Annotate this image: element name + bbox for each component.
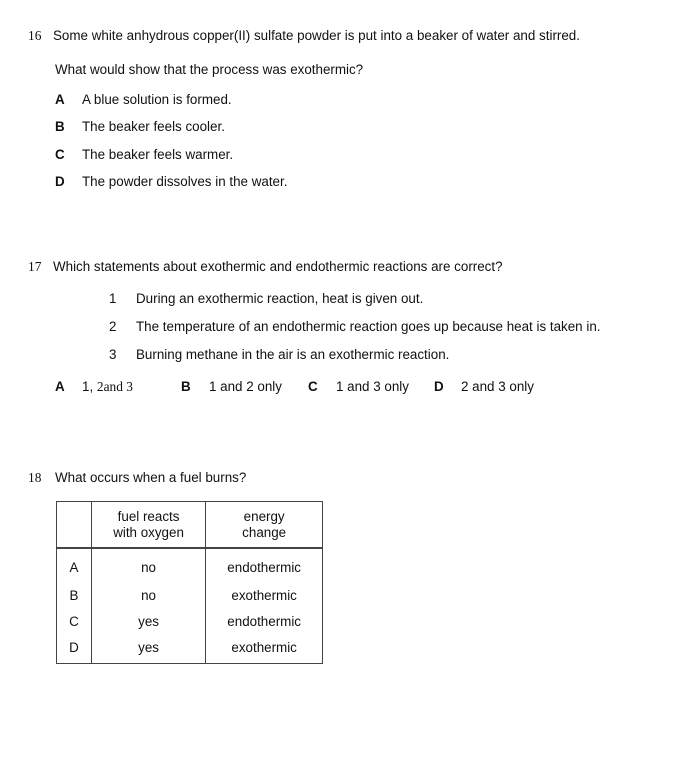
q17-statement-3-num: 3	[109, 347, 117, 362]
table-row-letter[interactable]: B	[57, 582, 92, 608]
q17-statement-1-num: 1	[109, 291, 117, 306]
q16-option-b-letter[interactable]: B	[55, 119, 65, 134]
table-cell-reacts: no	[91, 548, 205, 582]
q16-stem: Some white anhydrous copper(II) sulfate powder is put into a beaker of water and stirred.	[53, 28, 580, 43]
q16-option-d-letter[interactable]: D	[55, 174, 65, 189]
q17-statement-1-text: During an exothermic reaction, heat is given out.	[136, 291, 424, 306]
q16-option-c-letter[interactable]: C	[55, 147, 65, 162]
table-row[interactable]	[57, 582, 323, 608]
table-header-fuel-reacts-line2: with oxygen	[113, 524, 184, 540]
table-cell-energy: exothermic	[206, 582, 323, 608]
q17-option-a-text[interactable]	[82, 379, 133, 395]
table-header-fuel-reacts-line1: fuel reacts	[117, 508, 180, 524]
table-cell-reacts: yes	[91, 634, 205, 664]
q17-statement-3-text: Burning methane in the air is an exothermic reaction.	[136, 347, 450, 362]
q18-options-table	[56, 501, 323, 664]
q17-option-b-text[interactable]: 1 and 2 only	[209, 379, 282, 394]
table-row-letter[interactable]: C	[57, 608, 92, 634]
table-cell-energy: exothermic	[206, 634, 323, 664]
table-cell-energy: endothermic	[206, 608, 323, 634]
q16-option-a-letter[interactable]: A	[55, 92, 65, 107]
q17-option-d-text[interactable]: 2 and 3 only	[461, 379, 534, 394]
q17-option-c-text[interactable]: 1 and 3 only	[336, 379, 409, 394]
q16-option-a-text[interactable]: A blue solution is formed.	[82, 92, 232, 107]
table-cell-reacts: no	[91, 582, 205, 608]
q17-option-d-letter[interactable]: D	[434, 379, 444, 394]
q17-statement-2-text: The temperature of an endothermic reaction goes up because heat is taken in.	[136, 319, 601, 334]
q17-statement-2-num: 2	[109, 319, 117, 334]
table-header-energy-change-line1: energy	[243, 508, 285, 524]
q16-number: 16	[28, 28, 42, 43]
table-row-letter[interactable]: D	[57, 634, 92, 664]
table-cell-reacts: yes	[91, 608, 205, 634]
q16-option-c-text[interactable]: The beaker feels warmer.	[82, 147, 234, 162]
table-header-energy-change	[206, 502, 323, 549]
table-row[interactable]	[57, 608, 323, 634]
q18-number: 18	[28, 470, 42, 485]
table-header-row	[57, 502, 323, 549]
q17-option-b-letter[interactable]: B	[181, 379, 191, 394]
q16-option-d-text[interactable]: The powder dissolves in the water.	[82, 174, 288, 189]
table-header-empty	[57, 502, 92, 549]
q17-option-c-letter[interactable]: C	[308, 379, 318, 394]
q17-option-a-text-part1: 1,	[82, 379, 97, 394]
q18-stem: What occurs when a fuel burns?	[55, 470, 247, 485]
table-row-letter[interactable]: A	[57, 548, 92, 582]
table-row[interactable]	[57, 634, 323, 664]
q17-number: 17	[28, 259, 42, 274]
q17-option-a-letter[interactable]: A	[55, 379, 65, 394]
table-cell-energy: endothermic	[206, 548, 323, 582]
q17-stem: Which statements about exothermic and endothermic reactions are correct?	[53, 259, 503, 274]
table-header-fuel-reacts	[91, 502, 205, 549]
table-header-energy-change-line2: change	[242, 524, 287, 540]
q16-option-b-text[interactable]: The beaker feels cooler.	[82, 119, 225, 134]
q17-option-a-text-part2: 2and 3	[96, 379, 133, 394]
table-row[interactable]	[57, 548, 323, 582]
q16-question: What would show that the process was exothermic?	[55, 62, 364, 77]
